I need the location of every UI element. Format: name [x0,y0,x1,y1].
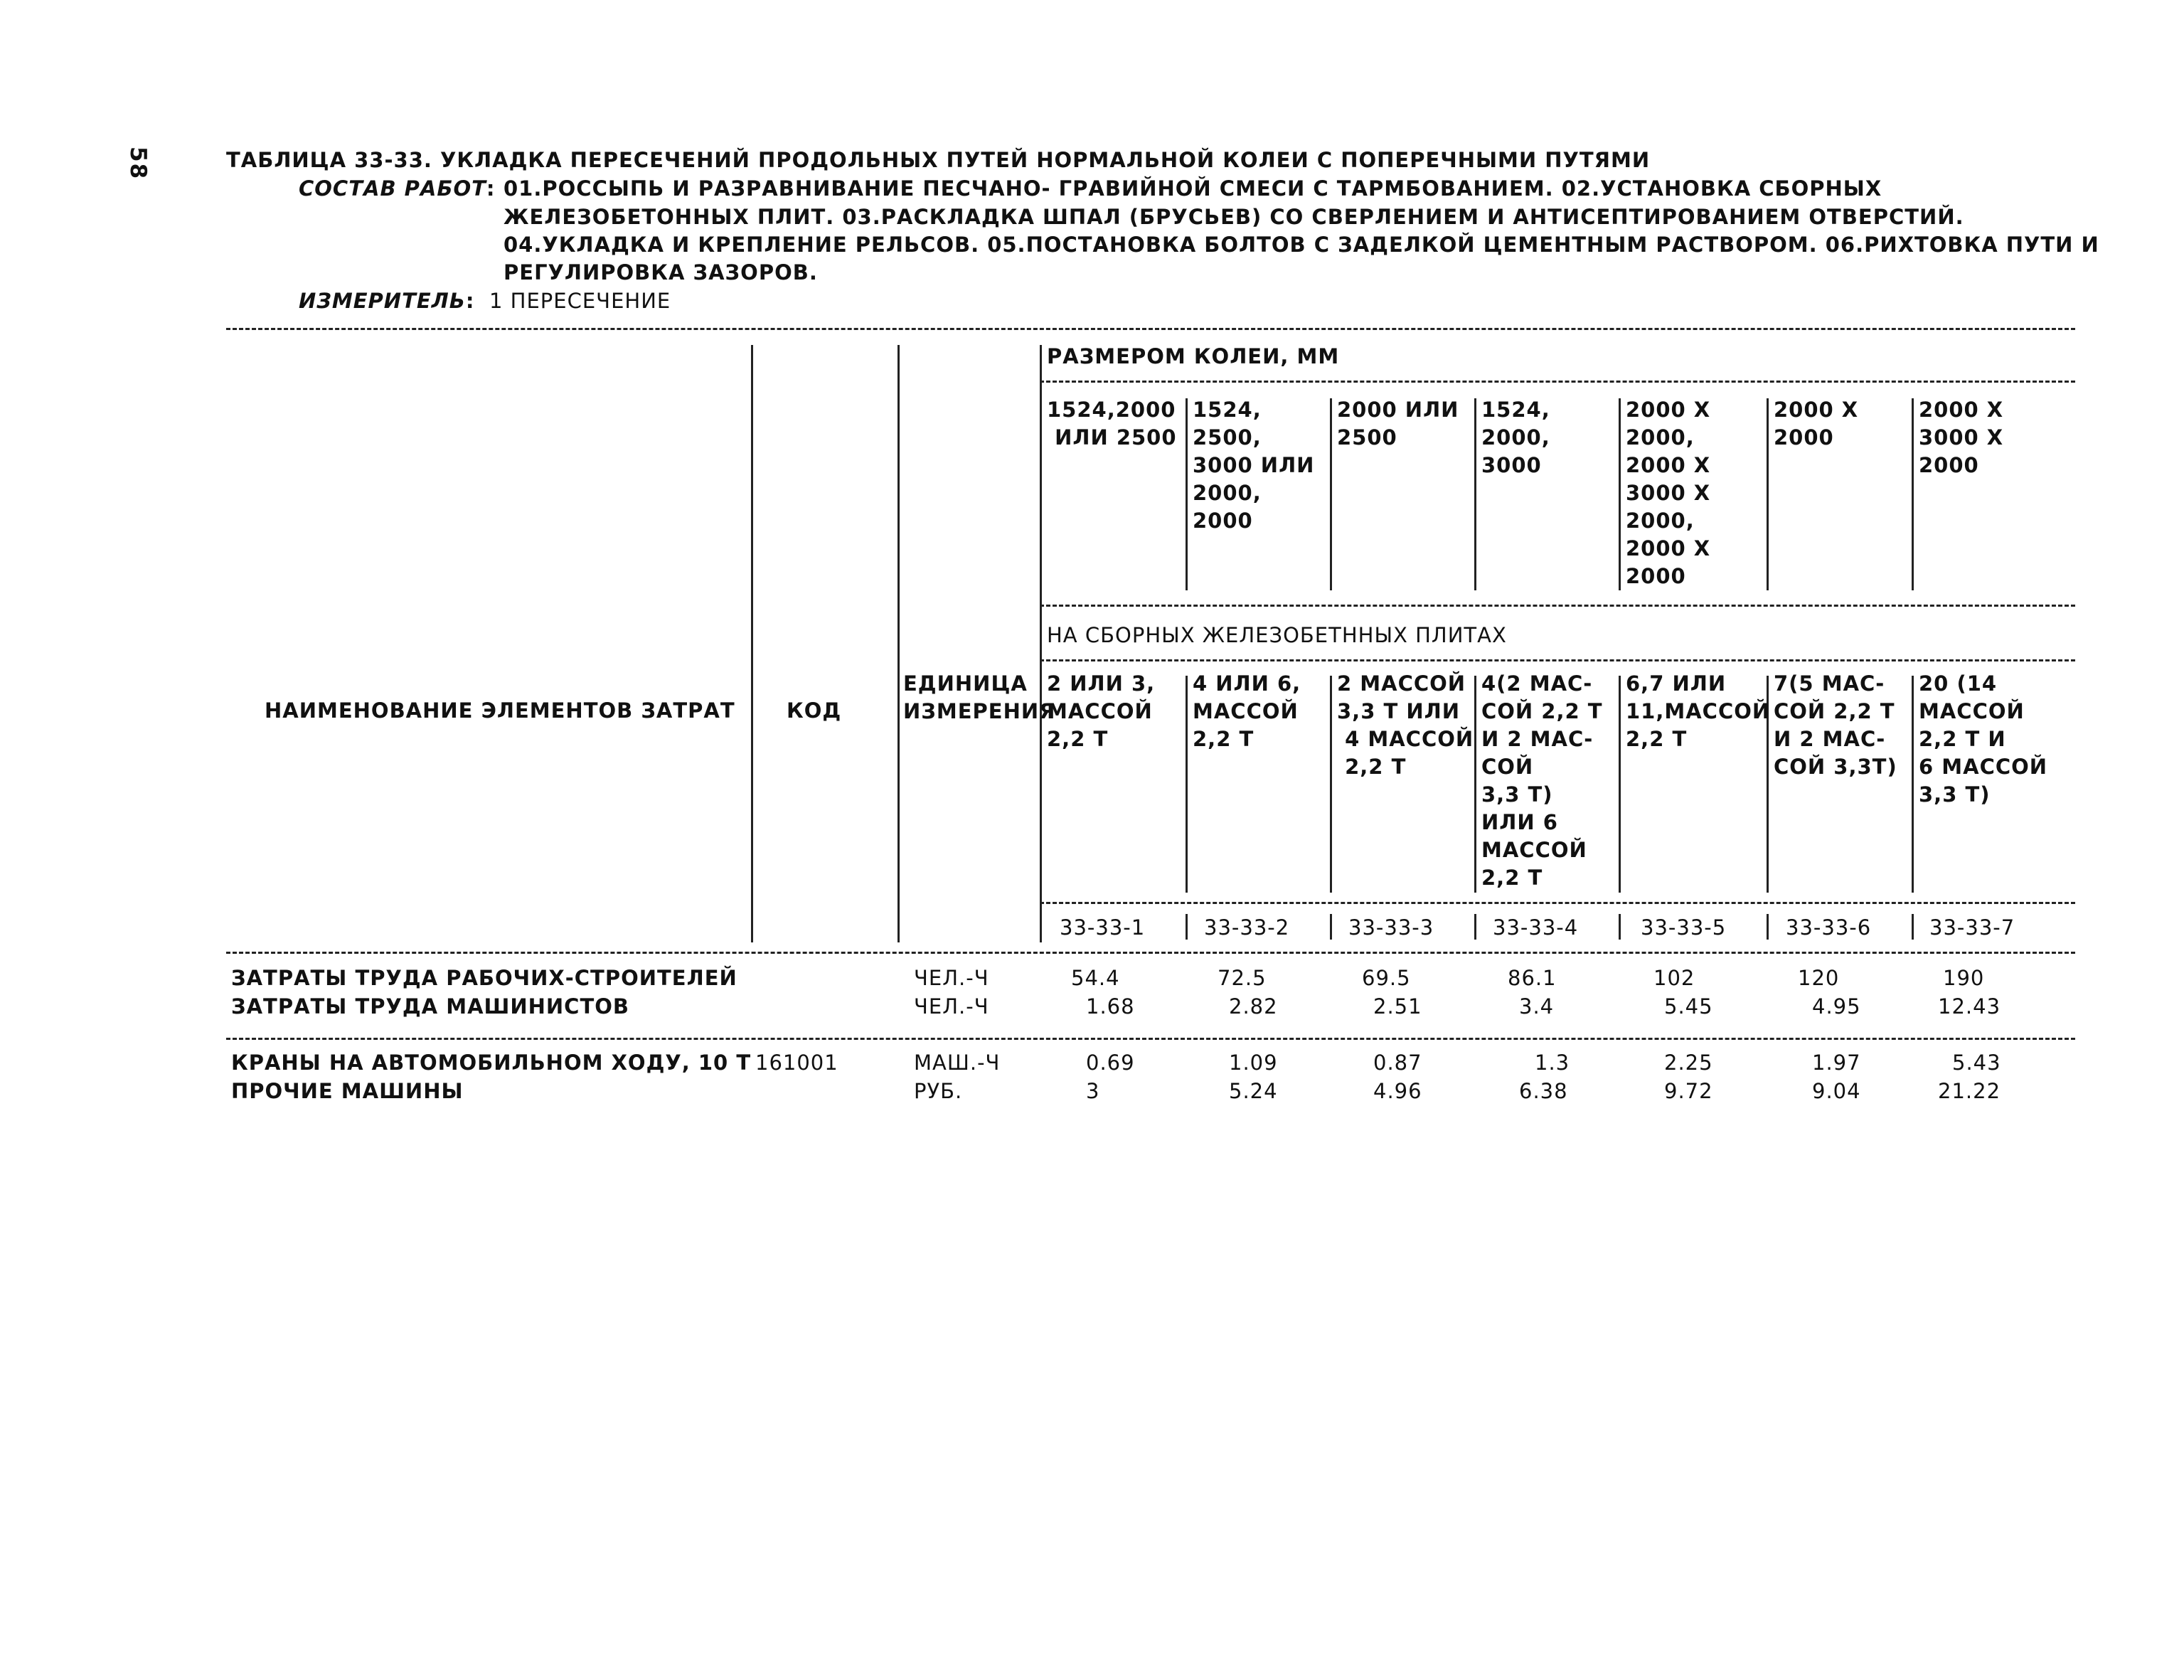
crane-row-value-2: 1.09 [1229,1051,1278,1075]
measure-label: ИЗМЕРИТЕЛЬ: [299,289,475,313]
other-machines-value-5: 9.72 [1664,1079,1713,1103]
divider-p-1-2 [1186,676,1188,893]
gauge-cell-3: 2000 ИЛИ 2500 [1337,398,1459,450]
crane-row-code: 161001 [755,1051,838,1075]
rule-under-group1 [1040,381,2075,383]
gauge-cell-6: 2000 X 2000 [1774,398,1859,450]
labor-workers-value-7: 190 [1943,966,1985,990]
work-line-2: ЖЕЛЕЗОБЕТОННЫХ ПЛИТ. 03.РАСКЛАДКА ШПАЛ (БРУСЬЕВ) СО СВЕРЛЕНИЕМ И АНТИСЕПТИРОВАНИЕМ ОТВЕРСТИЙ. [504,205,1964,229]
other-machines-value-7: 21.22 [1938,1079,2001,1103]
divider-c-5-6 [1767,914,1769,940]
labor-operators-value-2: 2.82 [1229,994,1278,1019]
crane-row-value-7: 5.43 [1952,1051,2001,1075]
plates-cell-2: 4 ИЛИ 6, МАССОЙ 2,2 Т [1193,671,1301,751]
crane-row-value-4: 1.3 [1535,1051,1570,1075]
divider-c-3-4 [1474,914,1476,940]
gauge-cell-1: 1524,2000 ИЛИ 2500 [1047,398,1177,450]
divider-c-4-5 [1619,914,1621,940]
other-machines-value-6: 9.04 [1812,1079,1861,1103]
plates-cell-6: 7(5 МАС- СОЙ 2,2 Т И 2 МАС- СОЙ 3,3Т) [1774,671,1897,779]
price-code-2: 33-33-2 [1204,915,1290,940]
divider-p-2-3 [1330,676,1332,893]
crane-row-value-5: 2.25 [1664,1051,1713,1075]
other-machines-unit: РУБ. [914,1079,963,1103]
measure-value: 1 ПЕРЕСЕЧЕНИЕ [489,289,671,313]
labor-workers-value-1: 54.4 [1071,966,1120,990]
labor-operators-value-5: 5.45 [1664,994,1713,1019]
rule-under-group2 [1040,659,2075,661]
labor-workers-value-6: 120 [1798,966,1840,990]
price-code-1: 33-33-1 [1060,915,1146,940]
gauge-cell-2: 1524, 2500, 3000 ИЛИ 2000, 2000 [1193,398,1315,533]
plates-cell-5: 6,7 ИЛИ 11,МАССОЙ 2,2 Т [1626,671,1771,751]
work-line-1: 01.РОССЫПЬ И РАЗРАВНИВАНИЕ ПЕСЧАНО- ГРАВИЙНОЙ СМЕСИ С ТАРМБОВАНИЕМ. 02.УСТАНОВКА СБОРНЫХ [504,176,1882,201]
labor-operators-value-7: 12.43 [1938,994,2001,1019]
other-machines-name: ПРОЧИЕ МАШИНЫ [231,1079,464,1103]
divider-p-4-5 [1619,676,1621,893]
gauge-cell-4: 1524, 2000, 3000 [1481,398,1550,477]
divider-g-2-3 [1330,398,1332,590]
price-code-3: 33-33-3 [1348,915,1434,940]
price-code-7: 33-33-7 [1929,915,2015,940]
plates-cell-4: 4(2 МАС- СОЙ 2,2 Т И 2 МАС- СОЙ 3,3 Т) ИЛИ 6 МАССОЙ 2,2 Т [1481,671,1603,890]
price-code-4: 33-33-4 [1493,915,1579,940]
other-machines-value-3: 4.96 [1373,1079,1422,1103]
work-line-3: 04.УКЛАДКА И КРЕПЛЕНИЕ РЕЛЬСОВ. 05.ПОСТАНОВКА БОЛТОВ С ЗАДЕЛКОЙ ЦЕМЕНТНЫМ РАСТВОРОМ. 06.РИХТОВКА ПУТИ И [504,233,2099,257]
labor-operators-name: ЗАТРАТЫ ТРУДА МАШИНИСТОВ [231,994,629,1019]
header-name-column: НАИМЕНОВАНИЕ ЭЛЕМЕНТОВ ЗАТРАТ [265,698,735,723]
labor-operators-value-3: 2.51 [1373,994,1422,1019]
plates-cell-7: 20 (14 МАССОЙ 2,2 Т И 6 МАССОЙ 3,3 Т) [1919,671,2048,807]
header-gauge-group: РАЗМЕРОМ КОЛЕИ, ММ [1047,344,1340,368]
other-machines-value-4: 6.38 [1519,1079,1568,1103]
work-line-4: РЕГУЛИРОВКА ЗАЗОРОВ. [504,260,818,285]
labor-workers-value-5: 102 [1653,966,1695,990]
divider-name-code [751,345,753,942]
divider-p-3-4 [1474,676,1476,893]
labor-workers-name: ЗАТРАТЫ ТРУДА РАБОЧИХ-СТРОИТЕЛЕЙ [231,966,737,990]
other-machines-value-2: 5.24 [1229,1079,1278,1103]
labor-workers-unit: ЧЕЛ.-Ч [914,966,989,990]
labor-workers-value-3: 69.5 [1362,966,1411,990]
header-plates-group: НА СБОРНЫХ ЖЕЛЕЗОБЕТННЫХ ПЛИТАХ [1047,623,1507,647]
divider-code-unit [897,345,900,942]
divider-c-6-7 [1912,914,1914,940]
plates-cell-1: 2 ИЛИ 3, МАССОЙ 2,2 Т [1047,671,1156,751]
crane-row-unit: МАШ.-Ч [914,1051,1001,1075]
table-title: ТАБЛИЦА 33-33. УКЛАДКА ПЕРЕСЕЧЕНИЙ ПРОДОЛЬНЫХ ПУТЕЙ НОРМАЛЬНОЙ КОЛЕИ С ПОПЕРЕЧНЫМИ ПУТЯМИ [226,148,1651,172]
rule-under-gauges [1040,605,2075,607]
divider-p-6-7 [1912,676,1914,893]
plates-cell-3: 2 МАССОЙ 3,3 Т ИЛИ 4 МАССОЙ 2,2 Т [1337,671,1474,779]
labor-operators-unit: ЧЕЛ.-Ч [914,994,989,1019]
crane-row-value-1: 0.69 [1086,1051,1135,1075]
price-code-6: 33-33-6 [1786,915,1872,940]
labor-operators-value-1: 1.68 [1086,994,1135,1019]
labor-workers-value-2: 72.5 [1218,966,1267,990]
divider-g-1-2 [1186,398,1188,590]
rule-above-codes [1040,902,2075,904]
divider-g-4-5 [1619,398,1621,590]
other-machines-value-1: 3 [1086,1079,1100,1103]
price-code-5: 33-33-5 [1641,915,1727,940]
table-top-rule [226,328,2075,330]
divider-g-3-4 [1474,398,1476,590]
header-bottom-rule [226,952,2075,954]
header-code-column: КОД [787,698,842,723]
gauge-cell-5: 2000 X 2000, 2000 X 3000 X 2000, 2000 X 2000 [1626,398,1711,588]
labor-operators-value-6: 4.95 [1812,994,1861,1019]
divider-c-2-3 [1330,914,1332,940]
divider-c-1-2 [1186,914,1188,940]
gauge-cell-7: 2000 X 3000 X 2000 [1919,398,2004,477]
crane-row-value-3: 0.87 [1373,1051,1422,1075]
labor-operators-value-4: 3.4 [1519,994,1555,1019]
labor-workers-value-4: 86.1 [1508,966,1557,990]
work-composition-label: СОСТАВ РАБОТ: [299,176,496,201]
divider-g-5-6 [1767,398,1769,590]
page-number: 58 [125,147,151,181]
divider-unit-values [1040,345,1042,942]
header-unit-column: ЕДИНИЦА ИЗМЕРЕНИЯ [903,671,1056,723]
section-rule [226,1038,2075,1040]
crane-row-name: КРАНЫ НА АВТОМОБИЛЬНОМ ХОДУ, 10 Т [231,1051,752,1075]
crane-row-value-6: 1.97 [1812,1051,1861,1075]
divider-g-6-7 [1912,398,1914,590]
